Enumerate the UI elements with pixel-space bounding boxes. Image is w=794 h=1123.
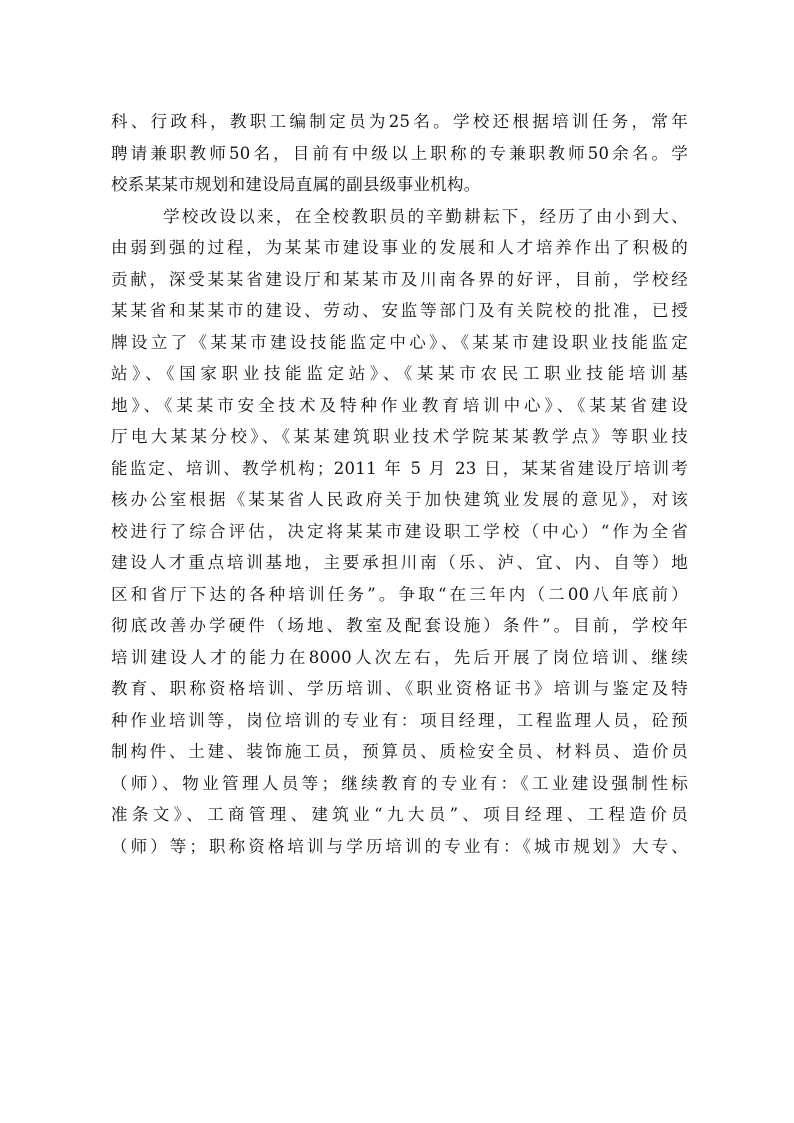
- text-line: 地》、《某某市安全技术及特种作业教育培训中心》、《某某省建设: [111, 395, 688, 415]
- text-line: 核办公室根据《某某省人民政府关于加快建筑业发展的意见》，对该: [111, 490, 688, 509]
- body-text: [111, 106, 688, 862]
- text-line: 教育、职称资格培训、学历培训、《职业资格证书》培训与鉴定及特: [111, 679, 688, 698]
- text-line: 某某省和某某市的建设、劳动、安监等部门及有关院校的批准，已授: [111, 301, 688, 320]
- text-line: 准条文》、工商管理、建筑业“九大员”、项目经理、工程造价员: [111, 805, 688, 824]
- text-line: 聘请兼职教师50名，目前有中级以上职称的专兼职教师50余名。学: [111, 143, 688, 163]
- text-line: （师）等；职称资格培训与学历培训的专业有：《城市规划》大专、: [111, 836, 688, 856]
- text-line: 校系某某市规划和建设局直属的副县级事业机构。: [111, 175, 481, 194]
- text-line: （师）、物业管理人员等；继续教育的专业有：《工业建设强制性标: [111, 773, 688, 793]
- paragraph-first-line: 学校改设以来，在全校教职员的辛勤耕耘下，经历了由小到大、: [163, 206, 688, 226]
- text-line: 科、行政科，教职工编制定员为25名。学校还根据培训任务，常年: [111, 112, 688, 131]
- text-line: 种作业培训等，岗位培训的专业有：项目经理，工程监理人员，砼预: [111, 710, 688, 730]
- text-line: 贡献，深受某某省建设厅和某某市及川南各界的好评，目前，学校经: [111, 269, 688, 289]
- text-line: 站》、《国家职业技能监定站》、《某某市农民工职业技能培训基: [111, 364, 688, 383]
- text-line: 建设人才重点培训基地，主要承担川南（乐、泸、宜、内、自等）地: [111, 553, 688, 572]
- text-line: 厅电大某某分校》、《某某建筑职业技术学院某某教学点》等职业技: [111, 427, 688, 446]
- text-line: 区和省厅下达的各种培训任务”。争取“在三年内（二00八年底前）: [111, 584, 688, 604]
- text-line: 彻底改善办学硬件（场地、教室及配套设施）条件”。目前，学校年: [111, 616, 688, 635]
- text-line: 培训建设人才的能力在8000人次左右，先后开展了岗位培训、继续: [111, 647, 688, 667]
- text-line: 由弱到强的过程，为某某市建设事业的发展和人才培养作出了积极的: [111, 238, 688, 257]
- text-line: 制构件、土建、装饰施工员，预算员、质检安全员、材料员、造价员: [111, 742, 688, 761]
- text-line: 校进行了综合评估，决定将某某市建设职工学校（中心）“作为全省: [111, 521, 688, 541]
- text-line: 能监定、培训、教学机构；2011 年 5 月 23 日，某某省建设厅培训考: [111, 458, 688, 478]
- text-line: 牌设立了《某某市建设技能监定中心》、《某某市建设职业技能监定: [111, 332, 688, 352]
